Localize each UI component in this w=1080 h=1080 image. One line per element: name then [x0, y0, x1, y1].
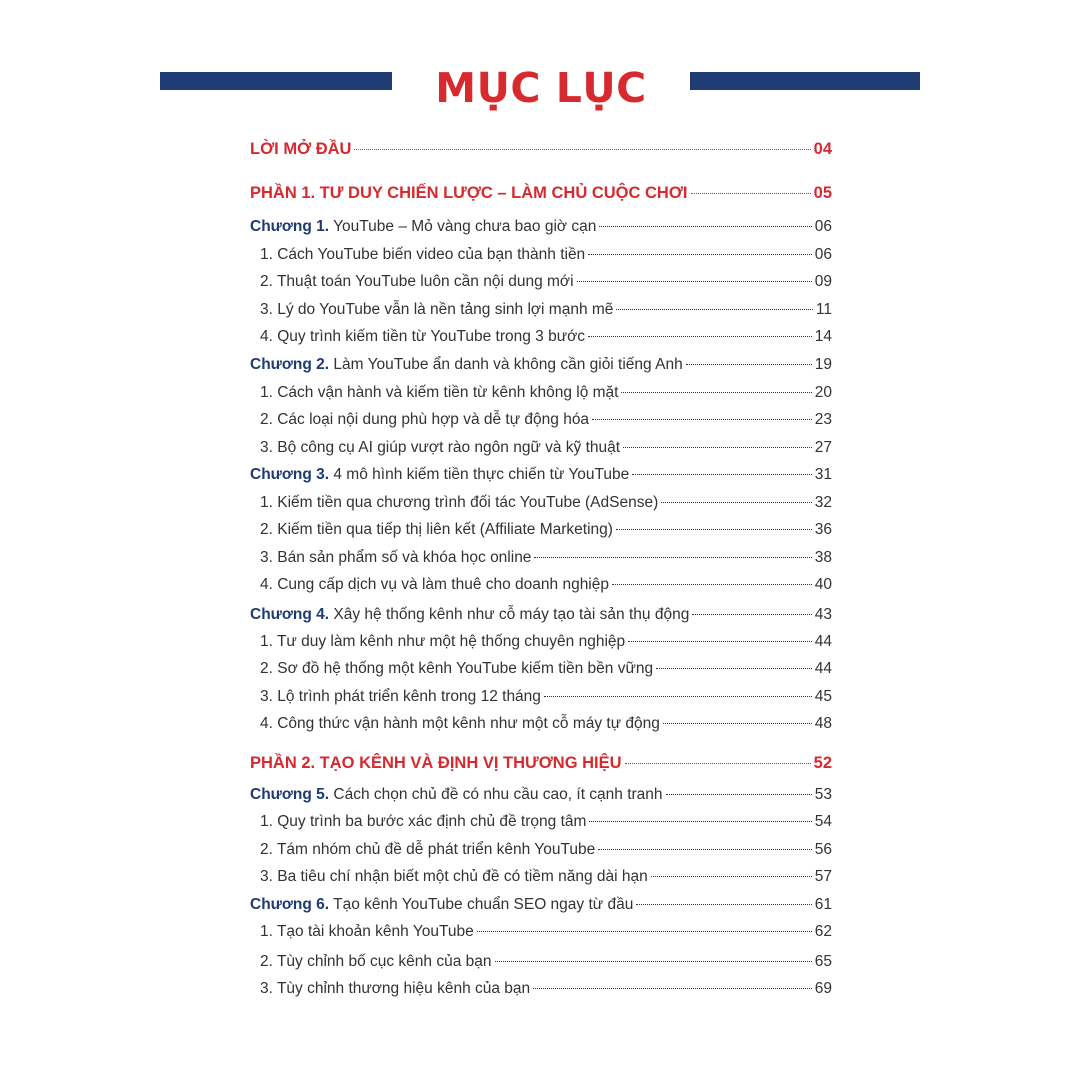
toc-entry-title: 2. Tùy chỉnh bố cục kênh của bạn — [260, 953, 492, 970]
dot-leader — [534, 557, 811, 558]
dot-leader — [612, 584, 812, 585]
chapter-title: Xây hệ thống kênh như cỗ máy tạo tài sản thụ động — [329, 606, 690, 623]
page-number: 23 — [814, 411, 832, 428]
page-number: 36 — [814, 521, 832, 538]
page-number: 40 — [814, 576, 832, 593]
toc-section-entry — [250, 299, 832, 321]
dot-leader — [651, 876, 812, 877]
page-number: 19 — [814, 356, 832, 373]
toc-section-entry — [250, 382, 832, 404]
toc-entry-title: 3. Lộ trình phát triển kênh trong 12 tháng — [260, 688, 541, 705]
dot-leader — [544, 696, 812, 697]
toc-entry-title — [250, 784, 663, 806]
dot-leader — [588, 254, 812, 255]
dot-leader — [577, 281, 812, 282]
toc-section-entry — [250, 271, 832, 293]
toc-section-entry — [250, 686, 832, 708]
toc-section-entry — [250, 866, 832, 888]
toc-section-entry — [250, 658, 832, 680]
toc-section-entry — [250, 811, 832, 833]
toc-chapter-entry — [250, 464, 832, 486]
toc-part-entry — [250, 752, 832, 774]
dot-leader — [691, 193, 811, 194]
page-number: 09 — [814, 273, 832, 290]
toc-section-entry — [250, 921, 832, 943]
page-number: 52 — [813, 754, 832, 772]
toc-section-entry — [250, 519, 832, 541]
toc-entry-title: PHẦN 2. TẠO KÊNH VÀ ĐỊNH VỊ THƯƠNG HIỆU — [250, 754, 622, 772]
toc-entry-title: 3. Tùy chỉnh thương hiệu kênh của bạn — [260, 980, 531, 997]
chapter-label: Chương 6. — [250, 896, 330, 913]
chapter-title: Làm YouTube ẩn danh và không cần giỏi tiếng Anh — [329, 356, 683, 373]
dot-leader — [592, 419, 812, 420]
toc-entry-title: 3. Ba tiêu chí nhận biết một chủ đề có tiềm năng dài hạn — [260, 868, 648, 885]
toc-entry-title: 2. Sơ đồ hệ thống một kênh YouTube kiếm tiền bền vững — [260, 660, 654, 677]
dot-leader — [616, 529, 812, 530]
page-number: 53 — [814, 786, 832, 803]
dot-leader — [656, 668, 812, 669]
toc-section-entry — [250, 951, 832, 973]
page-number: 62 — [814, 923, 832, 940]
page-number: 48 — [814, 715, 832, 732]
page-number: 27 — [814, 439, 832, 456]
page-number: 14 — [814, 328, 832, 345]
toc-entry-title: 1. Cách YouTube biến video của bạn thành tiền — [260, 246, 586, 263]
page-title: MỤC LỤC — [435, 64, 647, 112]
page-number: 04 — [813, 140, 832, 158]
page-number: 65 — [814, 953, 832, 970]
page-number: 54 — [814, 813, 832, 830]
dot-leader — [354, 149, 810, 150]
page-number: 31 — [814, 466, 832, 483]
chapter-label: Chương 1. — [250, 218, 330, 235]
page-number: 57 — [814, 868, 832, 885]
toc-entry-title: 2. Tám nhóm chủ đề dễ phát triển kênh YouTube — [260, 841, 596, 858]
toc-entry-title — [250, 894, 633, 916]
dot-leader — [632, 474, 811, 475]
dot-leader — [663, 723, 812, 724]
toc-entry-title — [250, 464, 629, 486]
page-number: 32 — [814, 494, 832, 511]
toc-section-entry — [250, 547, 832, 569]
toc-entry-title: 1. Cách vận hành và kiếm tiền từ kênh không lộ mặt — [260, 384, 619, 401]
page-number: 56 — [814, 841, 832, 858]
toc-section-entry — [250, 244, 832, 266]
toc-entry-title — [250, 216, 596, 238]
dot-leader — [533, 988, 812, 989]
dot-leader — [598, 849, 812, 850]
dot-leader — [692, 614, 811, 615]
toc-entry-title: 2. Thuật toán YouTube luôn cần nội dung mới — [260, 273, 574, 290]
dot-leader — [599, 226, 811, 227]
dot-leader — [623, 447, 812, 448]
toc-entry-title: 2. Các loại nội dung phù hợp và dễ tự động hóa — [260, 411, 590, 428]
page-number: 45 — [814, 688, 832, 705]
chapter-label: Chương 3. — [250, 466, 330, 483]
toc-section-entry — [250, 409, 832, 431]
toc-entry-title — [250, 604, 689, 626]
toc-chapter-entry — [250, 604, 832, 626]
page-number: 20 — [814, 384, 832, 401]
page-number: 61 — [814, 896, 832, 913]
toc-entry-title: 1. Tạo tài khoản kênh YouTube — [260, 923, 474, 940]
header-bar-right — [690, 72, 920, 90]
chapter-label: Chương 5. — [250, 786, 330, 803]
toc-section-entry — [250, 437, 832, 459]
chapter-title: 4 mô hình kiếm tiền thực chiến từ YouTube — [329, 466, 630, 483]
toc-section-entry — [250, 713, 832, 735]
page-number: 06 — [814, 218, 832, 235]
toc-entry-title: 1. Kiếm tiền qua chương trình đối tác YouTube (AdSense) — [260, 494, 659, 511]
toc-section-entry — [250, 978, 832, 1000]
dot-leader — [589, 821, 811, 822]
dot-leader — [495, 961, 812, 962]
chapter-label: Chương 4. — [250, 606, 330, 623]
toc-entry-title: 1. Quy trình ba bước xác định chủ đề trọng tâm — [260, 813, 587, 830]
toc-part-entry — [250, 182, 832, 204]
toc-entry-title — [250, 354, 683, 376]
toc-section-entry — [250, 839, 832, 861]
dot-leader — [625, 763, 811, 764]
dot-leader — [616, 309, 812, 310]
page-number: 69 — [814, 980, 832, 997]
toc-entry-title: 4. Quy trình kiếm tiền từ YouTube trong 3 bước — [260, 328, 586, 345]
toc-entry-title: LỜI MỞ ĐẦU — [250, 140, 352, 158]
dot-leader — [666, 794, 812, 795]
toc-chapter-entry — [250, 894, 832, 916]
page-number: 05 — [813, 184, 832, 202]
page-number: 44 — [814, 633, 832, 650]
toc-entry-title: 3. Lý do YouTube vẫn là nền tảng sinh lợi mạnh mẽ — [260, 301, 614, 318]
page-number: 11 — [815, 301, 832, 318]
toc-entry-title: 1. Tư duy làm kênh như một hệ thống chuyên nghiệp — [260, 633, 626, 650]
header-bar-left — [160, 72, 392, 90]
dot-leader — [628, 641, 812, 642]
dot-leader — [636, 904, 811, 905]
dot-leader — [661, 502, 812, 503]
toc-part-entry — [250, 138, 832, 160]
dot-leader — [621, 392, 811, 393]
toc-entry-title: 3. Bán sản phẩm số và khóa học online — [260, 549, 532, 566]
toc-section-entry — [250, 492, 832, 514]
page-number: 43 — [814, 606, 832, 623]
toc-section-entry — [250, 326, 832, 348]
toc-section-entry — [250, 631, 832, 653]
toc-entry-title: 4. Cung cấp dịch vụ và làm thuê cho doanh nghiệp — [260, 576, 609, 593]
dot-leader — [588, 336, 812, 337]
toc-entry-title: 3. Bộ công cụ AI giúp vượt rào ngôn ngữ và kỹ thuật — [260, 439, 621, 456]
dot-leader — [477, 931, 812, 932]
toc-entry-title: PHẦN 1. TƯ DUY CHIẾN LƯỢC – LÀM CHỦ CUỘC CHƠI — [250, 184, 688, 202]
page-number: 06 — [814, 246, 832, 263]
page-number: 44 — [814, 660, 832, 677]
toc-chapter-entry — [250, 354, 832, 376]
chapter-title: Tạo kênh YouTube chuẩn SEO ngay từ đầu — [329, 896, 634, 913]
toc-chapter-entry — [250, 784, 832, 806]
chapter-label: Chương 2. — [250, 356, 330, 373]
chapter-title: YouTube – Mỏ vàng chưa bao giờ cạn — [329, 218, 597, 235]
dot-leader — [686, 364, 812, 365]
toc-chapter-entry — [250, 216, 832, 238]
toc-entry-title: 4. Công thức vận hành một kênh như một cỗ máy tự động — [260, 715, 660, 732]
page-number: 38 — [814, 549, 832, 566]
toc-section-entry — [250, 574, 832, 596]
chapter-title: Cách chọn chủ đề có nhu cầu cao, ít cạnh tranh — [329, 786, 663, 803]
toc-entry-title: 2. Kiếm tiền qua tiếp thị liên kết (Affiliate Marketing) — [260, 521, 613, 538]
